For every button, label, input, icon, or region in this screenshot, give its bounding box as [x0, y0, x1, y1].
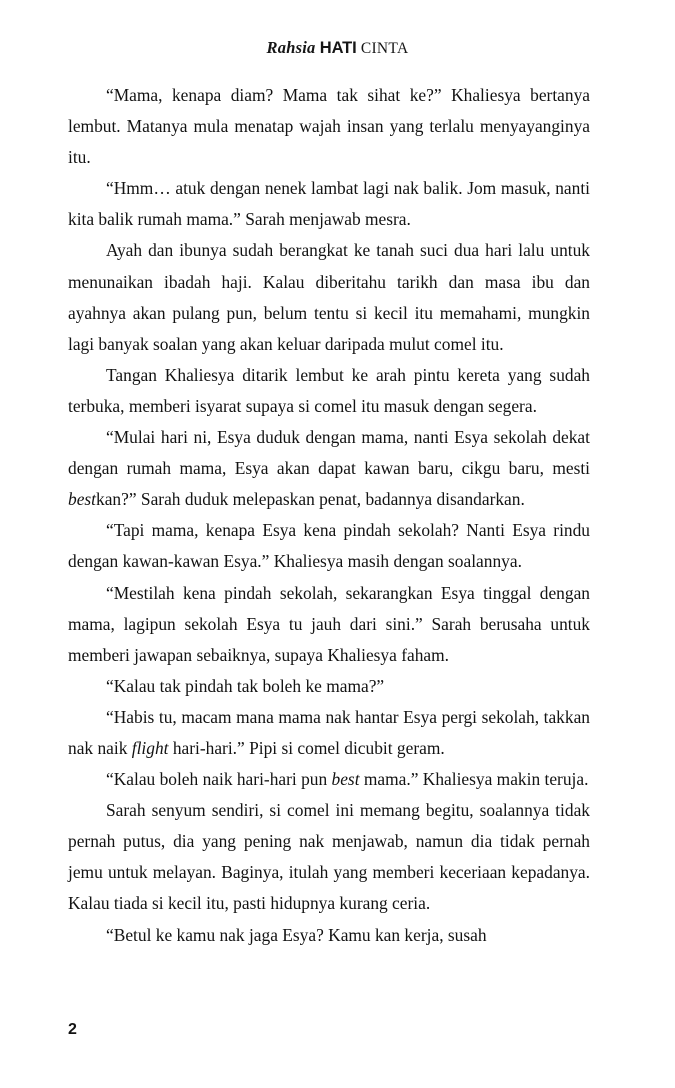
text-run: “Kalau tak pindah tak boleh ke mama?” [106, 675, 385, 696]
text-run: “Betul ke kamu nak jaga Esya? Kamu kan kerja, susah [106, 924, 487, 945]
paragraph [68, 920, 590, 951]
page-number: 2 [68, 1021, 77, 1038]
paragraph [68, 235, 590, 359]
text-run: hari-hari.” Pipi si comel dicubit geram. [168, 737, 445, 758]
running-head-title-bold: HATI [319, 39, 357, 57]
text-run: mama.” Khaliesya makin teruja. [359, 769, 589, 790]
emphasis-text: best [331, 769, 360, 790]
text-run: “Mama, kenapa diam? Mama tak sihat ke?” Khaliesya bertanya lembut. Matanya mula menatap wajah insan yang terlalu menyayanginya itu. [68, 85, 590, 168]
text-run: “Hmm… atuk dengan nenek lambat lagi nak balik. Jom masuk, nanti kita balik rumah mama.” Sarah menjawab mesra. [68, 178, 590, 230]
paragraph [68, 671, 590, 702]
emphasis-text: flight [131, 737, 169, 758]
paragraph [68, 515, 590, 577]
text-run: “Mulai hari ni, Esya duduk dengan mama, nanti Esya sekolah dekat dengan rumah mama, Esya akan dapat kawan baru, cikgu baru, mesti [68, 427, 590, 479]
body-text-column [68, 80, 590, 951]
paragraph [68, 764, 590, 795]
emphasis-text: best [68, 489, 97, 510]
paragraph [68, 702, 590, 764]
running-head-title-italic: Rahsia [266, 38, 316, 57]
paragraph [68, 173, 590, 235]
paragraph [68, 80, 590, 173]
text-run: Ayah dan ibunya sudah berangkat ke tanah suci dua hari lalu untuk menunaikan ibadah haji. Kalau diberitahu tarikh dan masa ibu dan ayahnya akan pulang pun, belum tentu si kecil itu memahami, mungkin lagi banyak soalan yang akan keluar daripada mulut comel itu. [68, 240, 590, 354]
running-head [0, 40, 675, 57]
text-run: “Habis tu, macam mana mama nak hantar Esya pergi sekolah, takkan nak naik [68, 706, 590, 758]
text-run: “Kalau boleh naik hari-hari pun [106, 769, 332, 790]
paragraph [68, 360, 590, 422]
text-run: kan?” Sarah duduk melepaskan penat, badannya disandarkan. [96, 489, 525, 510]
running-head-title-caps: CINTA [360, 40, 409, 57]
paragraph [68, 795, 590, 919]
text-run: “Mestilah kena pindah sekolah, sekarangkan Esya tinggal dengan mama, lagipun sekolah Esya tu jauh dari sini.” Sarah berusaha untuk memberi jawapan sebaiknya, supaya Khaliesya faham. [68, 582, 590, 665]
text-run: Sarah senyum sendiri, si comel ini memang begitu, soalannya tidak pernah putus, dia yang pening nak menjawab, namun dia tidak pernah jemu untuk melayan. Baginya, itulah yang memberi keceriaan kepadanya. Kalau tiada si kecil itu, pasti hidupnya kurang ceria. [68, 800, 590, 914]
text-run: Tangan Khaliesya ditarik lembut ke arah pintu kereta yang sudah terbuka, memberi isyarat supaya si comel itu masuk dengan segera. [68, 364, 590, 416]
paragraph [68, 422, 590, 515]
text-run: “Tapi mama, kenapa Esya kena pindah sekolah? Nanti Esya rindu dengan kawan-kawan Esya.” Khaliesya masih dengan soalannya. [68, 520, 590, 572]
paragraph [68, 578, 590, 671]
